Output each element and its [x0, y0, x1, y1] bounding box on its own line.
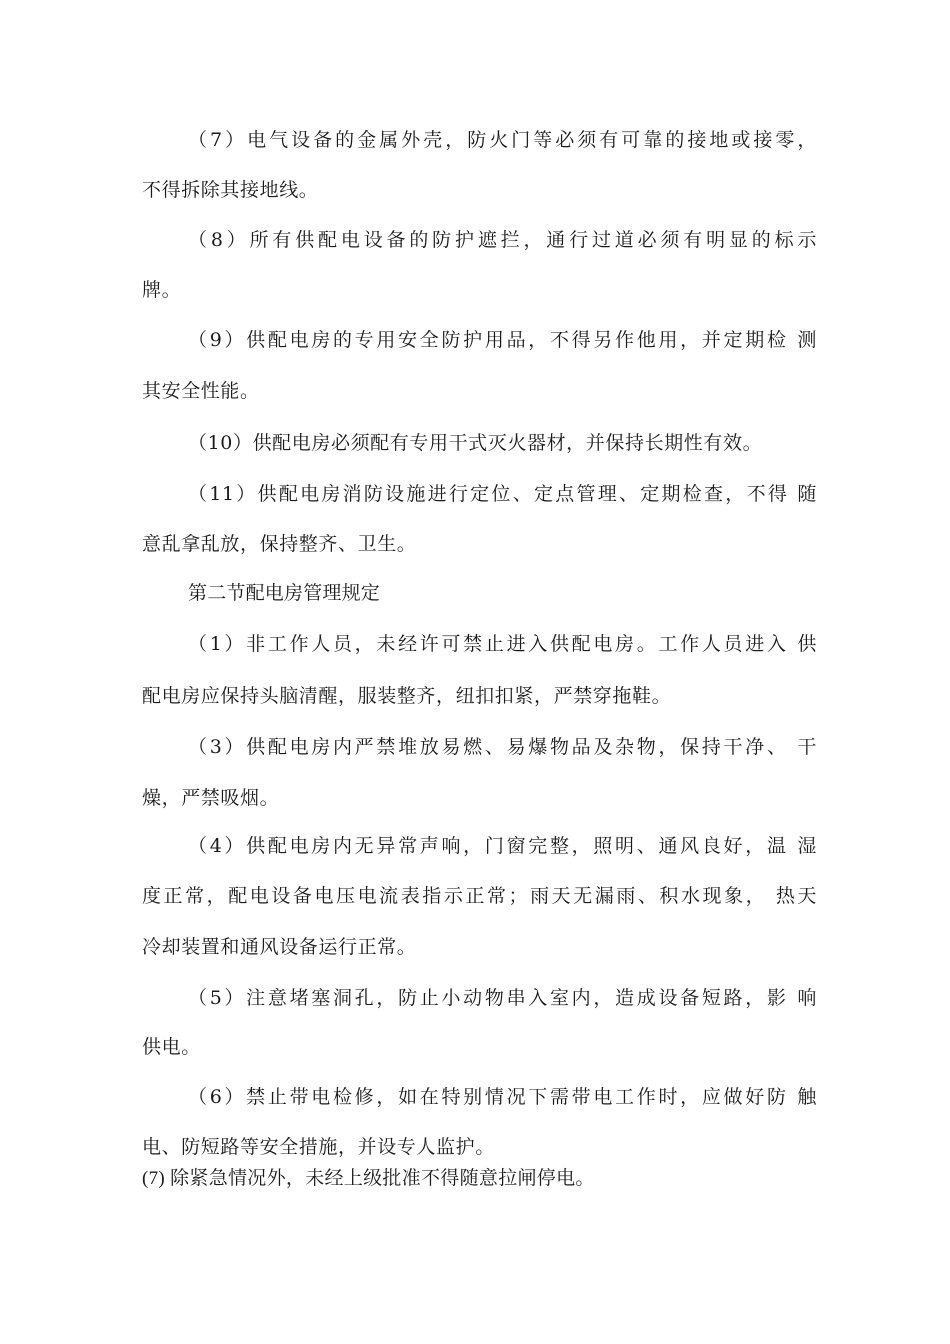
- paragraph-9-line-2: 其安全性能。: [142, 380, 260, 402]
- paragraph-7-line-2: 不得拆除其接地线。: [142, 179, 319, 201]
- rule-6-line-2: 电、防短路等安全措施，并设专人监护。: [142, 1136, 495, 1158]
- paragraph-11-line-1: （11）供配电房消防设施进行定位、定点管理、定期检查，不得 随: [188, 483, 817, 505]
- rule-4-line-1: （4）供配电房内无异常声响，门窗完整，照明、通风良好，温 湿: [188, 835, 817, 857]
- rule-5-line-2: 供电。: [142, 1036, 201, 1058]
- paragraph-8-line-2: 牌。: [142, 279, 182, 301]
- rule-3-line-1: （3）供配电房内严禁堆放易燃、易爆物品及杂物，保持干净、 干: [188, 736, 817, 758]
- rule-6-line-1: （6）禁止带电检修，如在特别情况下需带电工作时，应做好防 触: [188, 1086, 817, 1108]
- paragraph-8-line-1: （8）所有供配电设备的防护遮拦，通行过道必须有明显的标示: [188, 229, 817, 251]
- rule-4-line-3: 冷却装置和通风设备运行正常。: [142, 936, 417, 958]
- rule-5-line-1: （5）注意堵塞洞孔，防止小动物串入室内，造成设备短路，影 响: [188, 987, 817, 1009]
- rule-1-line-1: （1）非工作人员，未经许可禁止进入供配电房。工作人员进入 供: [188, 633, 817, 655]
- paragraph-11-line-2: 意乱拿乱放，保持整齐、卫生。: [142, 533, 417, 555]
- rule-1-line-2: 配电房应保持头脑清醒，服装整齐，纽扣扣紧，严禁穿拖鞋。: [142, 685, 672, 707]
- rule-4-line-2: 度正常，配电设备电压电流表指示正常；雨天无漏雨、积水现象， 热天: [142, 885, 817, 907]
- section-heading: 第二节配电房管理规定: [188, 582, 381, 604]
- rule-3-line-2: 燥，严禁吸烟。: [142, 787, 280, 809]
- paragraph-7-line-1: （7）电气设备的金属外壳，防火门等必须有可靠的接地或接零，: [188, 129, 817, 151]
- final-rule-line: (7) 除紧急情况外，未经上级批准不得随意拉闸停电。: [142, 1168, 595, 1189]
- paragraph-9-line-1: （9）供配电房的专用安全防护用品，不得另作他用，并定期检 测: [188, 329, 817, 351]
- paragraph-10-line-1: （10）供配电房必须配有专用干式灭火器材，并保持长期性有效。: [188, 432, 763, 454]
